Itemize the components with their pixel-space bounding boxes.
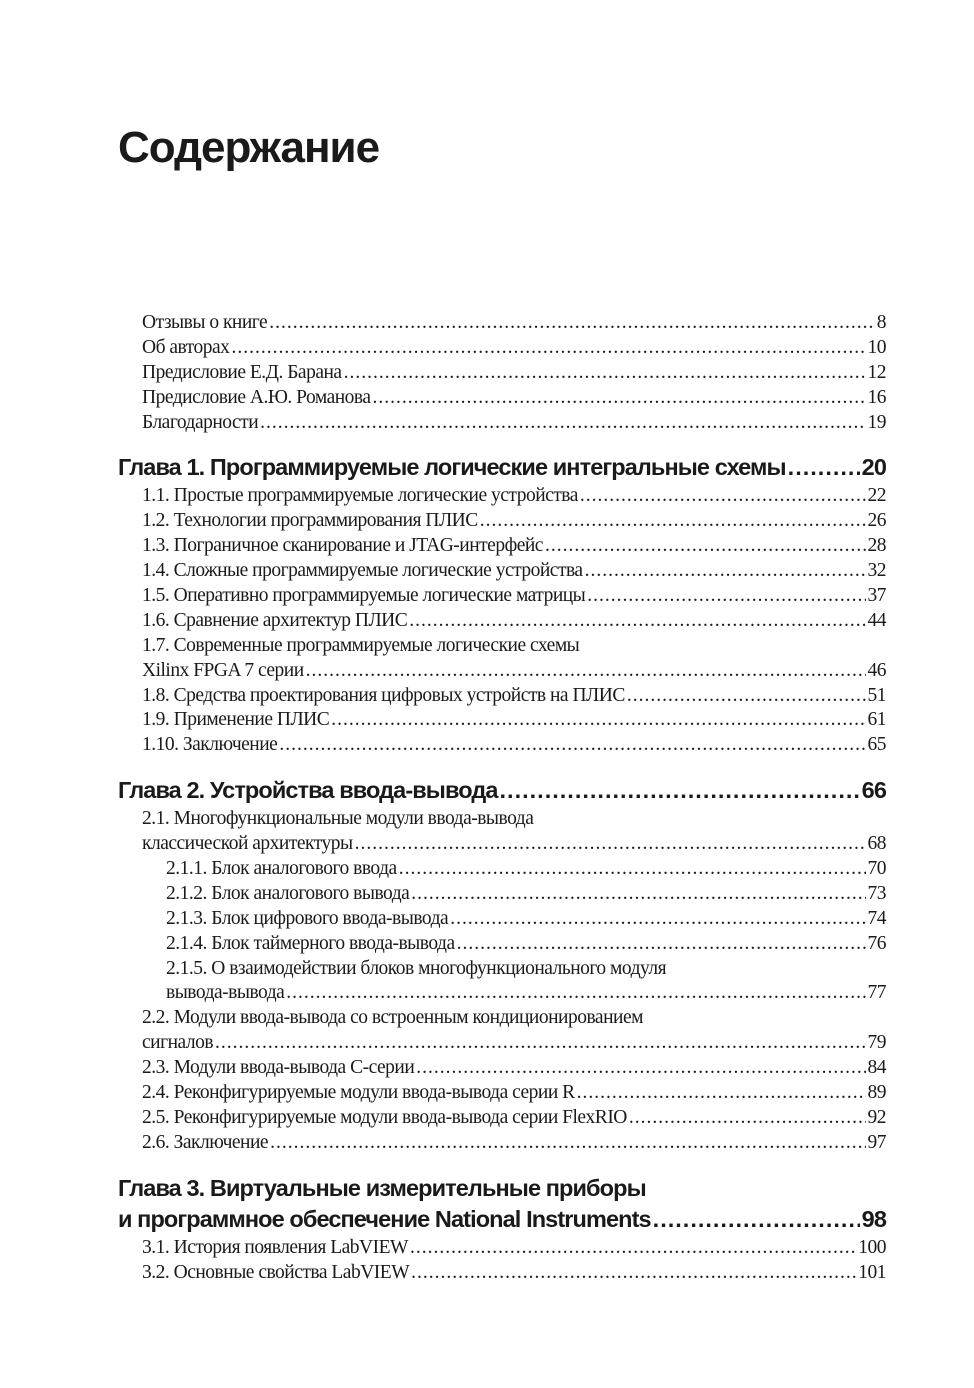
toc-line bbox=[118, 1081, 886, 1106]
toc-entry[interactable] bbox=[118, 534, 886, 559]
entry-title: 1.7. Современные программируемые логические схемы bbox=[142, 634, 580, 656]
dot-leader bbox=[416, 1056, 865, 1081]
page-number: 61 bbox=[867, 709, 886, 731]
toc-line bbox=[118, 981, 886, 1006]
dot-leader bbox=[653, 1204, 860, 1235]
toc-entry[interactable] bbox=[118, 386, 886, 411]
entry-title: 1.9. Применение ПЛИС bbox=[142, 709, 330, 731]
toc-line bbox=[118, 484, 886, 509]
toc-entry[interactable] bbox=[118, 907, 886, 932]
toc-line bbox=[118, 907, 886, 932]
toc-line bbox=[118, 957, 886, 982]
toc-entry[interactable] bbox=[118, 1131, 886, 1156]
page-number: 84 bbox=[867, 1057, 886, 1079]
entry-title: 2.1. Многофункциональные модули ввода-вывода bbox=[142, 808, 534, 830]
page-number: 74 bbox=[867, 907, 886, 929]
toc-entry[interactable] bbox=[118, 361, 886, 386]
entry-title: вывода-вывода bbox=[166, 982, 285, 1004]
toc-line bbox=[118, 1173, 886, 1204]
toc-entry[interactable] bbox=[118, 584, 886, 609]
toc-entry[interactable] bbox=[118, 684, 886, 709]
dot-leader bbox=[545, 534, 866, 559]
entry-title: 2.3. Модули ввода-вывода С-серии bbox=[142, 1057, 415, 1079]
page-number: 32 bbox=[867, 560, 886, 582]
dot-leader bbox=[788, 452, 860, 483]
dot-leader bbox=[286, 981, 865, 1006]
dot-leader bbox=[627, 684, 866, 709]
entry-title: 2.1.3. Блок цифрового ввода-вывода bbox=[166, 907, 449, 929]
toc-line bbox=[118, 559, 886, 584]
toc-entry[interactable] bbox=[118, 733, 886, 758]
entry-title: Глава 2. Устройства ввода-вывода bbox=[118, 777, 498, 804]
toc-line bbox=[118, 311, 886, 336]
toc-line bbox=[118, 684, 886, 709]
dot-leader bbox=[411, 1261, 856, 1286]
page-number: 92 bbox=[867, 1106, 886, 1128]
toc-entry[interactable] bbox=[118, 932, 886, 957]
dot-leader bbox=[409, 609, 865, 634]
dot-leader bbox=[344, 361, 866, 386]
toc-line bbox=[118, 361, 886, 386]
page-number: 66 bbox=[861, 777, 886, 804]
dot-leader bbox=[577, 1081, 866, 1106]
toc-line bbox=[118, 932, 886, 957]
entry-title: 3.1. История появления LabVIEW bbox=[142, 1236, 408, 1258]
page-number: 20 bbox=[861, 454, 886, 481]
page-number: 79 bbox=[867, 1032, 886, 1054]
entry-title: 1.3. Пограничное сканирование и JTAG-интерфейс bbox=[142, 535, 543, 557]
entry-title: 3.2. Основные свойства LabVIEW bbox=[142, 1261, 410, 1283]
entry-title: 1.6. Сравнение архитектур ПЛИС bbox=[142, 609, 408, 631]
page-number: 68 bbox=[867, 833, 886, 855]
dot-leader bbox=[587, 584, 865, 609]
entry-title: Благодарности bbox=[142, 411, 259, 433]
dot-leader bbox=[215, 1031, 865, 1056]
entry-title: 1.2. Технологии программирования ПЛИС bbox=[142, 510, 478, 532]
dot-leader bbox=[500, 775, 860, 806]
toc-line bbox=[118, 386, 886, 411]
toc-entry[interactable] bbox=[118, 882, 886, 907]
dot-leader bbox=[331, 708, 865, 733]
toc-line bbox=[118, 584, 886, 609]
entry-title: и программное обеспечение National Instruments bbox=[118, 1205, 651, 1232]
toc-entry[interactable] bbox=[118, 1106, 886, 1131]
page-number: 100 bbox=[858, 1236, 886, 1258]
toc-line bbox=[118, 1031, 886, 1056]
toc-line bbox=[118, 411, 886, 436]
page-number: 16 bbox=[867, 386, 886, 408]
entry-title: Xilinx FPGA 7 серии bbox=[142, 659, 304, 681]
toc-entry[interactable] bbox=[118, 484, 886, 509]
dot-leader bbox=[279, 733, 865, 758]
toc-line bbox=[118, 1204, 886, 1235]
entry-title: 1.1. Простые программируемые логические устройства bbox=[142, 485, 578, 507]
toc-line bbox=[118, 1006, 886, 1031]
entry-title: 2.1.5. О взаимодействии блоков многофункционального модуля bbox=[166, 957, 667, 979]
page-number: 37 bbox=[867, 585, 886, 607]
dot-leader bbox=[270, 1131, 865, 1156]
page-number: 12 bbox=[867, 361, 886, 383]
dot-leader bbox=[260, 411, 865, 436]
toc-entry[interactable] bbox=[118, 1261, 886, 1286]
page-number: 10 bbox=[867, 336, 886, 358]
page-number: 44 bbox=[867, 609, 886, 631]
entry-title: 2.1.2. Блок аналогового вывода bbox=[166, 882, 410, 904]
page-number: 101 bbox=[858, 1261, 886, 1283]
page-title: Содержание bbox=[118, 123, 380, 172]
toc-chapter[interactable] bbox=[118, 775, 886, 806]
toc-entry[interactable] bbox=[118, 708, 886, 733]
toc-line bbox=[118, 609, 886, 634]
toc-chapter[interactable] bbox=[118, 1173, 886, 1235]
entry-title: 2.1.4. Блок таймерного ввода-вывода bbox=[166, 932, 455, 954]
entry-title: 2.6. Заключение bbox=[142, 1131, 269, 1153]
toc-entry[interactable] bbox=[118, 857, 886, 882]
entry-title: 2.1.1. Блок аналогового ввода bbox=[166, 858, 397, 880]
toc-entry[interactable] bbox=[118, 1236, 886, 1261]
page-number: 8 bbox=[876, 312, 886, 333]
toc-entry[interactable] bbox=[118, 957, 886, 1007]
entry-title: 1.5. Оперативно программируемые логические матрицы bbox=[142, 585, 586, 607]
toc-line bbox=[118, 1261, 886, 1286]
toc-line bbox=[118, 882, 886, 907]
toc-chapter[interactable] bbox=[118, 452, 886, 483]
toc-line bbox=[118, 807, 886, 832]
dot-leader bbox=[580, 484, 866, 509]
entry-title: 2.5. Реконфигурируемые модули ввода-вывода серии FlexRIO bbox=[142, 1106, 627, 1128]
page-number: 19 bbox=[867, 411, 886, 433]
dot-leader bbox=[410, 1236, 856, 1261]
toc-line bbox=[118, 733, 886, 758]
entry-title: 2.4. Реконфигурируемые модули ввода-вывода серии R bbox=[142, 1082, 575, 1104]
toc-entry[interactable] bbox=[118, 311, 886, 336]
toc-line bbox=[118, 659, 886, 684]
dot-leader bbox=[480, 509, 866, 534]
toc-line bbox=[118, 708, 886, 733]
toc-line bbox=[118, 1106, 886, 1131]
dot-leader bbox=[450, 907, 865, 932]
toc-entry[interactable] bbox=[118, 336, 886, 361]
entry-title: 2.2. Модули ввода-вывода со встроенным кондиционированием bbox=[142, 1007, 643, 1029]
dot-leader bbox=[457, 932, 866, 957]
entry-title: 1.10. Заключение bbox=[142, 734, 278, 756]
toc-line bbox=[118, 775, 886, 806]
toc-entry[interactable] bbox=[118, 634, 886, 684]
page-number: 73 bbox=[867, 882, 886, 904]
page-number: 22 bbox=[867, 485, 886, 507]
page-number: 28 bbox=[867, 535, 886, 557]
dot-leader bbox=[373, 386, 866, 411]
dot-leader bbox=[306, 659, 866, 684]
dot-leader bbox=[231, 336, 865, 361]
toc-line bbox=[118, 1236, 886, 1261]
entry-title: классической архитектуры bbox=[142, 833, 353, 855]
toc-line bbox=[118, 534, 886, 559]
toc-line bbox=[118, 857, 886, 882]
page-number: 77 bbox=[867, 982, 886, 1004]
toc-line bbox=[118, 1056, 886, 1081]
page-number: 98 bbox=[861, 1205, 886, 1232]
entry-title: сигналов bbox=[142, 1032, 214, 1054]
toc-entry[interactable] bbox=[118, 1056, 886, 1081]
page-number: 65 bbox=[867, 734, 886, 756]
page-number: 97 bbox=[867, 1131, 886, 1153]
page-number: 51 bbox=[867, 684, 886, 706]
toc-entry[interactable] bbox=[118, 411, 886, 436]
dot-leader bbox=[629, 1106, 866, 1131]
table-of-contents bbox=[118, 311, 886, 1286]
page-number: 26 bbox=[867, 510, 886, 532]
toc-line bbox=[118, 1131, 886, 1156]
entry-title: Предисловие А.Ю. Романова bbox=[142, 386, 371, 408]
toc-line bbox=[118, 634, 886, 659]
page-number: 70 bbox=[867, 858, 886, 880]
dot-leader bbox=[399, 857, 866, 882]
entry-title: Глава 1. Программируемые логические интегральные схемы bbox=[118, 454, 786, 481]
toc-entry[interactable] bbox=[118, 509, 886, 534]
dot-leader bbox=[355, 832, 866, 857]
page-number: 46 bbox=[867, 659, 886, 681]
entry-title: Отзывы о книге bbox=[142, 312, 268, 333]
toc-entry[interactable] bbox=[118, 609, 886, 634]
toc-entry[interactable] bbox=[118, 807, 886, 857]
toc-entry[interactable] bbox=[118, 1006, 886, 1056]
dot-leader bbox=[411, 882, 865, 907]
toc-line bbox=[118, 509, 886, 534]
toc-entry[interactable] bbox=[118, 559, 886, 584]
entry-title: Предисловие Е.Д. Барана bbox=[142, 361, 342, 383]
dot-leader bbox=[269, 311, 875, 336]
entry-title: Об авторах bbox=[142, 336, 230, 358]
toc-line bbox=[118, 336, 886, 361]
page-number: 89 bbox=[867, 1082, 886, 1104]
toc-entry[interactable] bbox=[118, 1081, 886, 1106]
page-number: 76 bbox=[867, 932, 886, 954]
entry-title: 1.4. Сложные программируемые логические устройства bbox=[142, 560, 583, 582]
dot-leader bbox=[585, 559, 866, 584]
toc-line bbox=[118, 832, 886, 857]
entry-title: 1.8. Средства проектирования цифровых устройств на ПЛИС bbox=[142, 684, 625, 706]
entry-title: Глава 3. Виртуальные измерительные приборы bbox=[118, 1174, 646, 1201]
toc-line bbox=[118, 452, 886, 483]
